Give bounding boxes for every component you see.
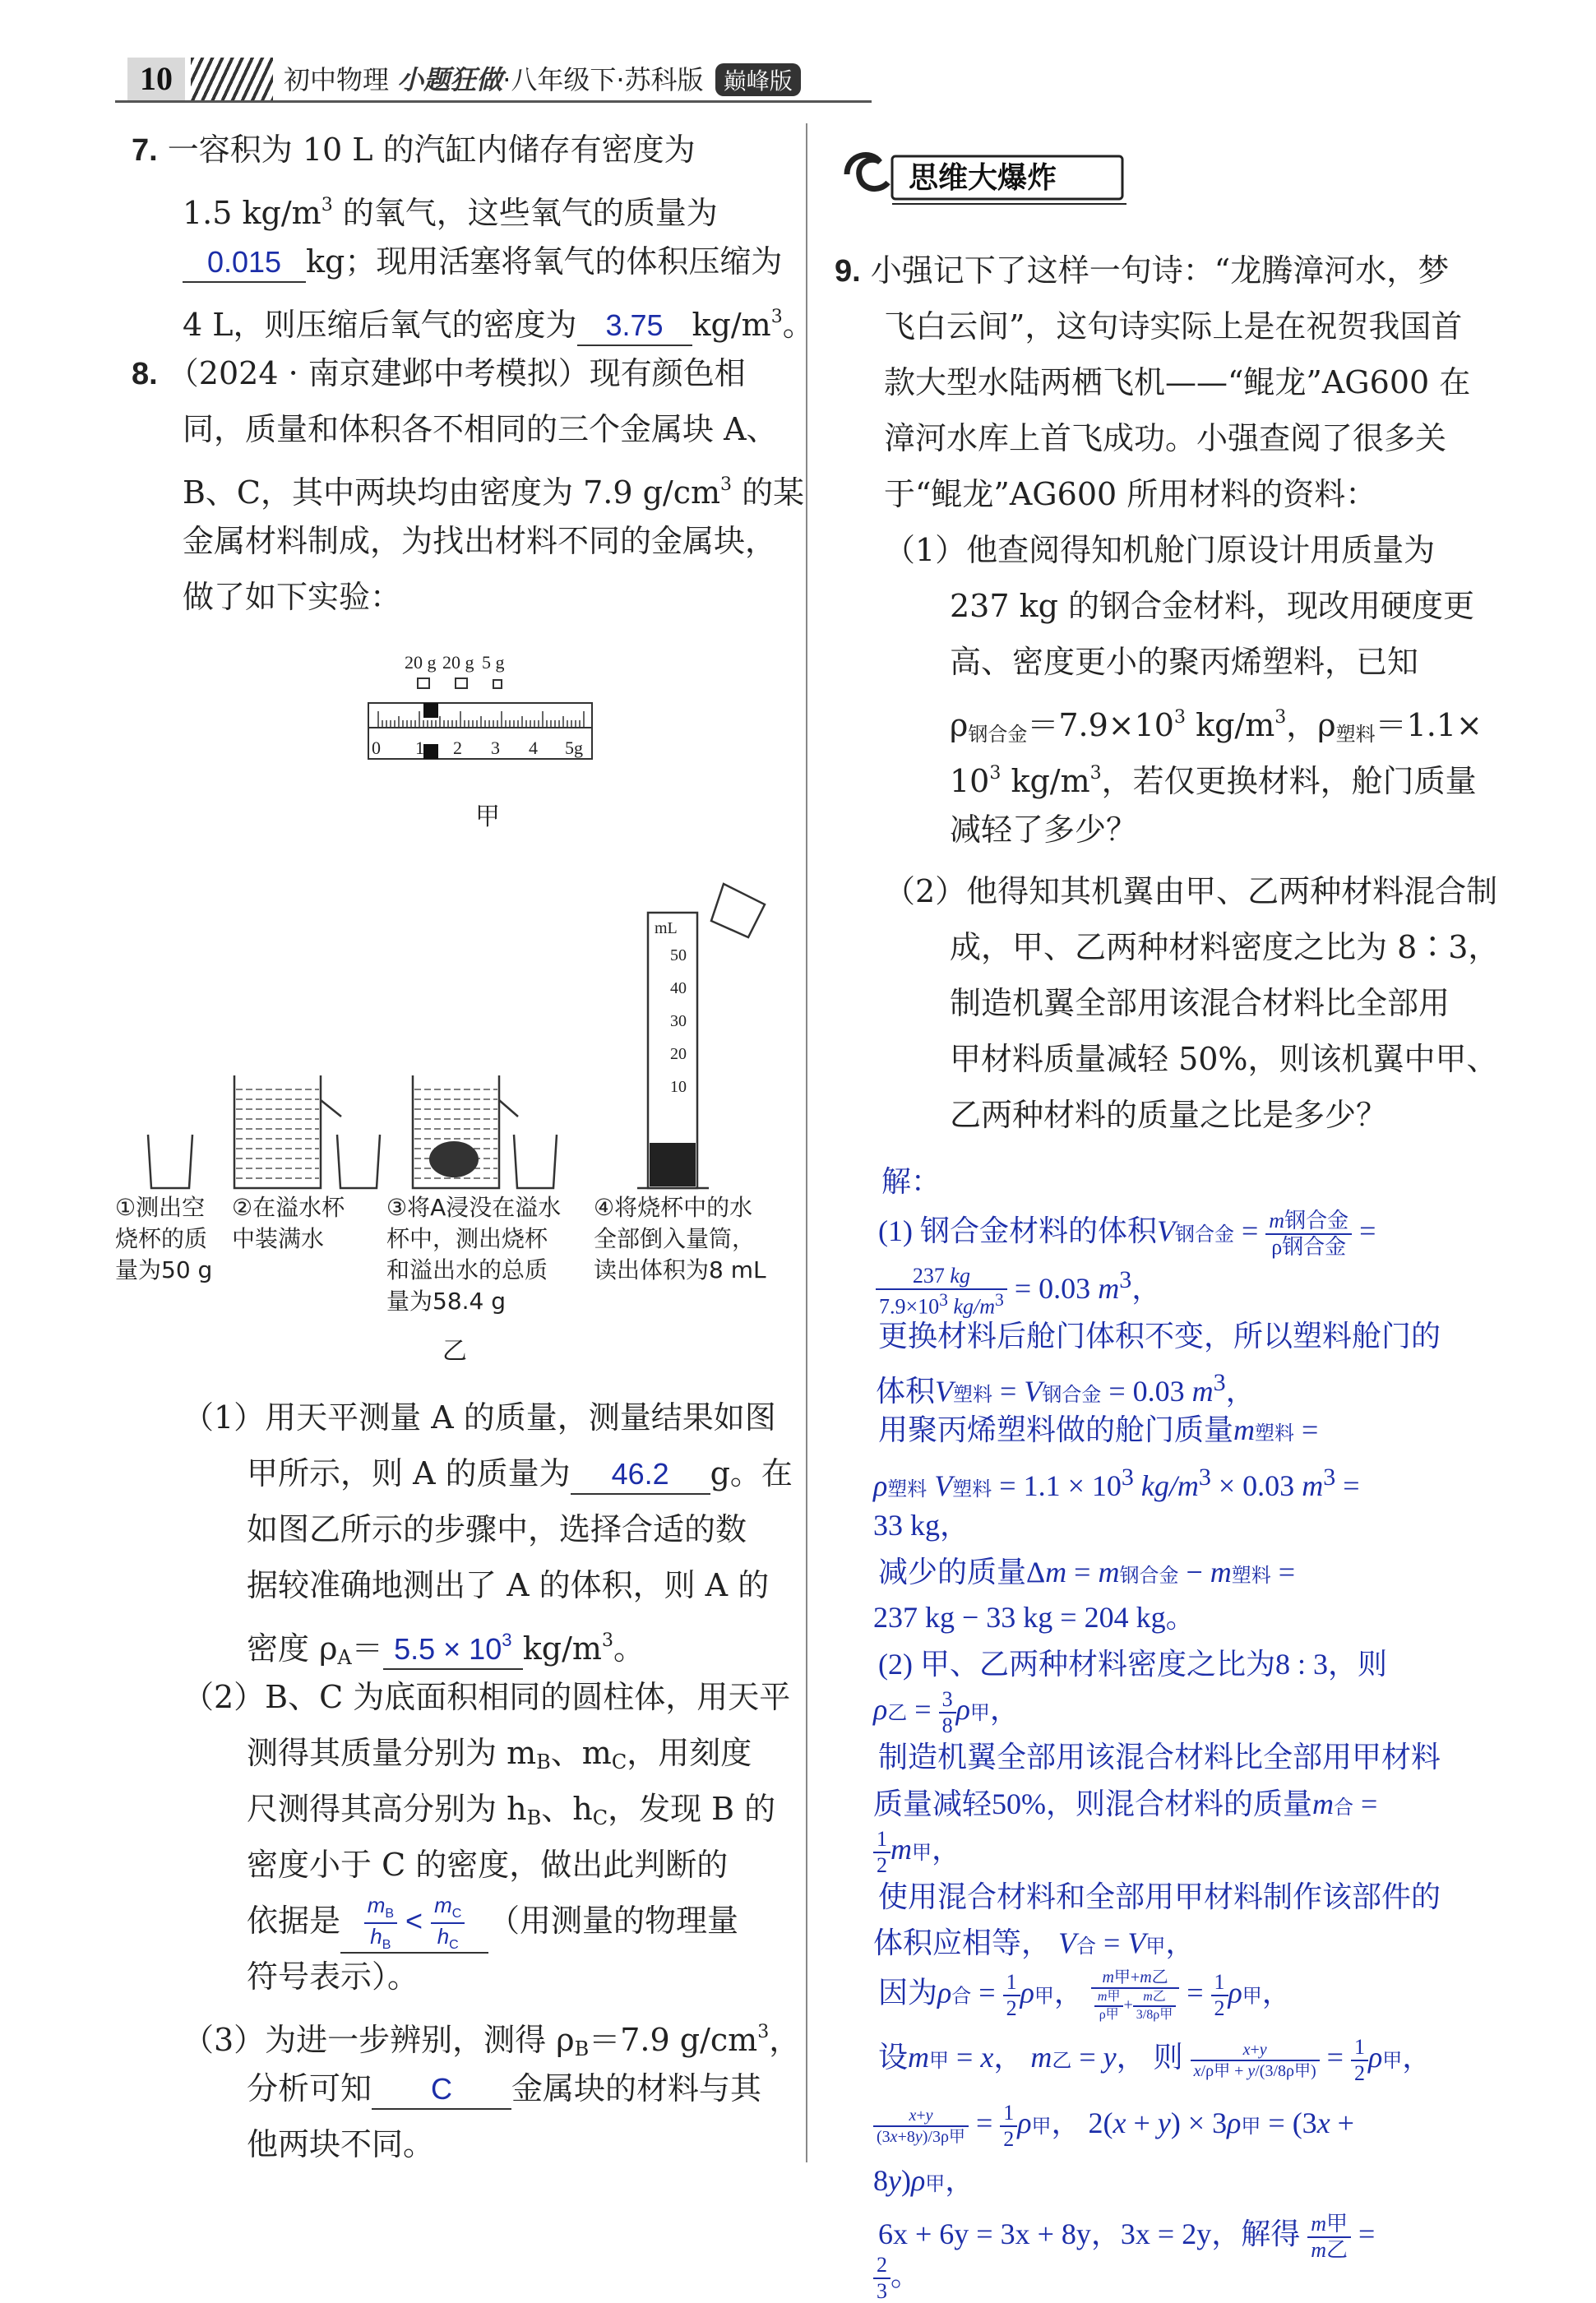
q9-line4: 漳河水库上首飞成功。小强查阅了很多关 — [884, 420, 1447, 456]
q7-text3: kg；现用活塞将氧气的体积压缩为 — [306, 243, 783, 280]
t: ＝7.9 g/cm — [589, 2022, 758, 2058]
q8-p1-text2b: g。在 — [710, 1455, 793, 1491]
step4-caption — [594, 1192, 766, 1286]
caption-line: 杯中，测出烧杯 — [386, 1225, 548, 1252]
solution-label: 解： — [881, 1165, 941, 1198]
tick-label: 0 — [372, 738, 381, 758]
q9-line2: 飞白云间”，这句诗实际上是在祝贺我国首 — [884, 308, 1463, 345]
q8-p3-line2 — [247, 2060, 761, 2116]
q8-text3a: B、C，其中两块均由密度为 7.9 g/cm — [183, 474, 721, 511]
t: 小强记下了这样一句诗：“龙腾漳河水，梦 — [870, 252, 1450, 289]
overflow-experiment-figure — [115, 880, 806, 1192]
lt: < — [405, 1904, 423, 1938]
cylinder-tick: 40 — [670, 979, 687, 997]
solution-line: $\frac{2}{3}$ 。 — [873, 2254, 920, 2302]
cylinder-tick: 20 — [670, 1045, 687, 1063]
step3-caption — [386, 1192, 561, 1317]
t: ，若仅更换材料，舱门质量 — [1101, 763, 1477, 799]
solution-line: 用聚丙烯塑料做的舱门质量m塑料 = — [878, 1413, 1319, 1446]
t: （用测量的物理量 — [488, 1903, 739, 1939]
q7-line3 — [183, 234, 782, 289]
solution-line: 因为ρ合 = $\frac{1}{2}$ ρ甲， m甲+m乙 $\frac{\text{m甲}}{\text{ρ甲}}$ + $\frac{\text{m乙}}{\text{3/8ρ甲}}$ = $\frac{1}{2}$ ρ甲， — [878, 1968, 1292, 2022]
t: 、h — [541, 1791, 593, 1827]
q9-p2-line4: 甲材料质量减轻 50%，则该机翼中甲、 — [950, 1041, 1498, 1077]
edition-badge: 巅峰版 — [715, 63, 801, 96]
q9-line1 — [835, 243, 1449, 298]
header-rule — [115, 100, 872, 103]
cylinder-water — [650, 1143, 696, 1186]
q8-p1-line1: （1）用天平测量 A 的质量，测量结果如图 — [183, 1399, 776, 1436]
q9-line3: 款大型水陆两栖飞机——“鲲龙”AG600 在 — [884, 364, 1471, 400]
sub-b: B — [526, 1806, 542, 1829]
caption-line: 量为58.4 g — [386, 1288, 507, 1315]
t: kg/m — [1001, 763, 1090, 799]
tick-label: 5g — [565, 738, 583, 758]
weight-label: 20 g — [405, 652, 437, 673]
q8-p1-subscript: A — [337, 1646, 352, 1669]
solution-line: ρ塑料 V塑料 = $1.1 \times 10^3$ $kg/m^3 \times 0.03$ $m^3$ = — [873, 1464, 1360, 1502]
q8-line5: 做了如下实验： — [183, 579, 402, 615]
book-grade: ·八年级下·苏科版 — [502, 64, 704, 95]
weight-20g-icon — [418, 678, 429, 688]
solution-line: $\frac{1}{2}$ m甲， — [873, 1827, 961, 1876]
h: h — [437, 1924, 450, 1949]
q7-text1: 一容积为 10 L 的汽缸内储存有密度为 — [167, 132, 696, 168]
q8-p1-line2 — [247, 1445, 793, 1501]
q8-p1-answer-mass: 46.2 — [571, 1455, 710, 1495]
caption-line: ③将A浸没在溢水 — [386, 1194, 562, 1221]
t: 分析可知 — [247, 2070, 372, 2106]
t: 尺测得其高分别为 h — [247, 1791, 527, 1827]
t: ，用刻度 — [627, 1735, 752, 1771]
weight-20g-icon — [456, 678, 467, 688]
banner-text: 思维大爆炸 — [909, 161, 1057, 195]
t: 体积 — [876, 1375, 936, 1408]
caption-line: 烧杯的质 — [115, 1225, 208, 1252]
q8-p1-line5: 密度 $\rho_A= 5.5 \times 10^3$ $kg/m^3$。 — [247, 1613, 645, 1686]
q9-p2-line2: 成，甲、乙两种材料密度之比为 8∶3， — [950, 929, 1500, 965]
sub: B — [382, 1938, 391, 1953]
sub: 塑料 — [1335, 723, 1376, 746]
t: ， — [769, 2022, 801, 2058]
beaker-icon — [514, 1135, 557, 1188]
q8-p2-line6: 符号表示）。 — [247, 1958, 419, 1995]
cylinder-unit: mL — [655, 919, 678, 937]
q8-text3b: 的某 — [732, 474, 805, 511]
caption-line: ②在溢水杯 — [232, 1194, 345, 1221]
q9-p1-line5: $10^3$ $kg/m^3$，若仅更换材料，舱门质量 — [950, 763, 1477, 799]
sub-b: B — [536, 1750, 551, 1773]
q9-p1-line6: 减轻了多少？ — [950, 812, 1138, 848]
balance-scale-figure — [354, 645, 617, 777]
figure-caption-yi: 乙 — [442, 1337, 467, 1366]
t: 金属块的材料与其 — [511, 2070, 762, 2106]
header-title — [284, 59, 801, 97]
step1-caption — [115, 1192, 212, 1286]
t: 6x + 6y = 3x + 8y，3x = 2y，解得 — [878, 2217, 1301, 2250]
t: 减少的质量 — [878, 1556, 1027, 1589]
q8-p1-text5b: ＝ — [351, 1630, 383, 1667]
answer-sup: 3 — [502, 1630, 512, 1650]
caption-line: ①测出空 — [115, 1194, 206, 1221]
q7-line1 — [132, 122, 696, 178]
spiral-icon — [847, 155, 888, 189]
q7-answer1: 0.015 — [183, 243, 306, 283]
figure-caption-jia: 甲 — [475, 802, 500, 831]
q9-p2-line3: 制造机翼全部用该混合材料比全部用 — [950, 985, 1450, 1021]
beaker-icon — [337, 1135, 380, 1188]
q8-p2-answer — [340, 1894, 488, 1954]
solution-line: 体积应相等， V合 = V甲， — [873, 1926, 1196, 1959]
q9-p1-line3: 高、密度更小的聚丙烯塑料，已知 — [950, 644, 1419, 680]
section-banner — [830, 141, 1126, 207]
q8-number: 8. — [132, 357, 158, 391]
book-subject: 初中物理 — [284, 64, 390, 95]
caption-line: 读出体积为8 mL — [594, 1256, 766, 1283]
rider-icon — [423, 744, 438, 759]
caption-line: 量为50 g — [115, 1256, 213, 1283]
q8-p1-answer-density — [383, 1621, 523, 1670]
t: ＝1.1× — [1375, 707, 1483, 743]
tick-label: 1 — [415, 738, 424, 758]
q8-text1: （2024 · 南京建邺中考模拟）现有颜色相 — [167, 355, 746, 391]
t: 测得其质量分别为 m — [247, 1735, 537, 1771]
q9-number: 9. — [835, 254, 861, 289]
sub-c: C — [592, 1806, 608, 1829]
beaker-icon — [148, 1135, 192, 1188]
q9-p1-line1: （1）他查阅得知机舱门原设计用质量为 — [884, 532, 1436, 568]
overflow-cup-icon — [234, 1075, 321, 1188]
q7-line4: 4 L，则压缩后氧气的密度为 3.75 $kg/m^3$。 — [183, 289, 814, 353]
step2-caption — [232, 1192, 345, 1255]
q8-p3-line1: （3）为进一步辨别，测得 $\rho_B=7.9$ $g/cm^3$， — [183, 2022, 801, 2060]
q8-line3: B、C，其中两块均由密度为 7.9 $g/cm^3$ 的某 — [183, 474, 805, 511]
solution-line: (1) 钢合金材料的体积V钢合金 = $\frac{\text{m钢合金}}{\text{ρ钢合金}}$ = — [878, 1208, 1376, 1259]
solution-line: $\frac{x+y}{\text{(3x+8y)/3ρ甲}}$ = $\frac{1}{2}$ ρ甲， 2(x + y) × 3ρ甲 = (3x + — [873, 2101, 1354, 2150]
caption-line: 中装满水 — [232, 1225, 325, 1252]
sub: C — [449, 1938, 459, 1953]
solution-line: 减少的质量Δm = m钢合金 − m塑料 = — [878, 1556, 1296, 1589]
t: ＝7.9×10 — [1027, 707, 1174, 743]
solution-line: 更换材料后舱门体积不变，所以塑料舱门的 — [878, 1320, 1441, 1353]
caption-line: ④将烧杯中的水 — [594, 1194, 753, 1221]
sub: 钢合金 — [968, 723, 1028, 746]
t: 依据是 — [247, 1903, 341, 1939]
q7-answer2: 3.75 — [577, 307, 692, 346]
page-number: 10 — [127, 58, 185, 100]
solution-line: 6x + 6y = 3x + 8y，3x = 2y，解得 $\frac{\text{m甲}}{\text{m乙}}$ = — [878, 2211, 1376, 2262]
caption-line: 和溢出水的总质 — [386, 1256, 548, 1283]
t: （3）为进一步辨别，测得 ρ — [183, 2022, 575, 2058]
h: h — [370, 1924, 382, 1949]
solution-line: 制造机翼全部用该混合材料比全部用甲材料 — [878, 1741, 1441, 1773]
t: 10 — [950, 763, 990, 799]
solution-line: ρ乙 = $\frac{3}{8}$ ρ甲， — [873, 1686, 1020, 1737]
q7-number: 7. — [132, 133, 158, 168]
t: ，ρ — [1286, 707, 1336, 743]
cylinder-tick: 30 — [670, 1012, 687, 1030]
t: 、m — [550, 1735, 612, 1771]
q9-p1-line4: $\rho_{钢合金}=7.9\times 10^3$ $kg/m^3$，$\rho_{塑料}=1.1\times$ — [950, 707, 1483, 746]
answer-text: 5.5 × 10 — [394, 1632, 502, 1666]
solution-line: 设m甲 = x， m乙 = y， 则 $\frac{x+y}{\text{x/ρ甲 + y/(3/8ρ甲)}}$ = $\frac{1}{2}$ ρ甲， — [878, 2034, 1432, 2085]
q7-text4a: 4 L，则压缩后氧气的密度为 — [183, 307, 577, 343]
solution-line: 使用混合材料和全部用甲材料制作该部件的 — [878, 1880, 1441, 1913]
pouring-beaker-icon — [711, 884, 765, 937]
solution-line: 体积V塑料 = V钢合金 = 0.03 $m^3$， — [876, 1369, 1256, 1408]
q8-p3-line3: 他两块不同。 — [247, 2126, 435, 2162]
q8-line4: 金属材料制成，为找出材料不同的金属块， — [183, 523, 777, 559]
t: ρ — [950, 707, 969, 743]
q8-p1-line4: 据较准确地测出了 A 的体积，则 A 的 — [247, 1567, 770, 1603]
solution-line: 质量减轻50%，则混合材料的质量m合 = — [873, 1787, 1378, 1820]
q8-line2: 同，质量和体积各不相同的三个金属块 A、 — [183, 411, 778, 447]
book-logo: 小题狂做 — [397, 64, 503, 95]
t: ，发现 B 的 — [608, 1791, 776, 1827]
t: kg/m — [1185, 707, 1275, 743]
solution-line: $\frac{237 kg}{7.9\times 10^3 kg/m^3}$ = 0.03 $m^3$， — [876, 1258, 1161, 1318]
t: 体积应相等， — [873, 1926, 1052, 1959]
q8-p2-line5 — [247, 1893, 738, 1954]
solution-line: 237 kg − 33 kg = 204 kg。 — [873, 1601, 1196, 1634]
q7-text4c: 。 — [782, 307, 814, 343]
tick-label: 2 — [453, 738, 462, 758]
weight-label: 20 g — [442, 652, 474, 673]
sub-c: C — [611, 1750, 627, 1773]
cylinder-tick: 10 — [670, 1078, 687, 1096]
solution-line: 8y)ρ甲， — [873, 2164, 975, 2197]
column-divider — [806, 123, 807, 2162]
rider-icon — [423, 703, 438, 718]
solution-line: 33 kg， — [873, 1509, 970, 1542]
metal-block-a-icon — [429, 1141, 479, 1177]
q7-text4b: kg/m — [692, 307, 771, 343]
weight-label: 5 g — [482, 652, 505, 673]
cylinder-tick: 50 — [670, 946, 687, 964]
tick-label: 4 — [529, 738, 538, 758]
q8-p3-answer: C — [372, 2070, 511, 2110]
m: m — [367, 1893, 386, 1918]
caption-line: 全部倒入量筒， — [594, 1225, 756, 1252]
header-stripes — [191, 58, 273, 100]
t: 质量减轻50%，则混合材料的质量 — [873, 1787, 1312, 1820]
q8-p1-text2a: 甲所示，则 A 的质量为 — [247, 1455, 571, 1491]
q8-p2-line1: （2）B、C 为底面积相同的圆柱体，用天平 — [183, 1679, 791, 1715]
q7-line2: 1.5 $kg/m^3$ 的氧气，这些氧气的质量为 — [183, 195, 718, 231]
solution-line: (2) 甲、乙两种材料密度之比为8 : 3，则 — [878, 1648, 1387, 1681]
sub: B — [574, 2037, 590, 2060]
scale-bar — [368, 703, 592, 759]
t: 设 — [878, 2041, 909, 2074]
q8-p1-line3: 如图乙所示的步骤中，选择合适的数 — [247, 1511, 747, 1547]
sub: B — [385, 1907, 395, 1921]
q7-text2b: 的氧气，这些氧气的质量为 — [332, 195, 718, 231]
q8-line1 — [132, 345, 746, 401]
q8-p1-text5a: 密度 ρ — [247, 1630, 338, 1667]
tick-label: 3 — [491, 738, 500, 758]
weight-5g-icon — [493, 680, 502, 688]
q8-p2-line4: 密度小于 C 的密度，做出此判断的 — [247, 1847, 729, 1883]
q9-p2-line1: （2）他得知其机翼由甲、乙两种材料混合制 — [884, 873, 1498, 909]
m: m — [434, 1893, 452, 1918]
t: (1) 钢合金材料的体积 — [878, 1214, 1157, 1247]
q8-p1-text5d: 。 — [613, 1630, 645, 1667]
t: 因为 — [878, 1976, 938, 2009]
q9-p1-line2: 237 kg 的钢合金材料，现改用硬度更 — [950, 588, 1475, 624]
q9-line5: 于“鲲龙”AG600 所用材料的资料： — [884, 476, 1377, 512]
q9-p2-line5: 乙两种材料的质量之比是多少？ — [950, 1097, 1388, 1133]
t: 用聚丙烯塑料做的舱门质量 — [878, 1413, 1234, 1446]
sub: C — [451, 1907, 462, 1921]
q8-p1-text5c: kg/m — [522, 1630, 602, 1667]
q7-text2a: 1.5 kg/m — [183, 195, 322, 231]
